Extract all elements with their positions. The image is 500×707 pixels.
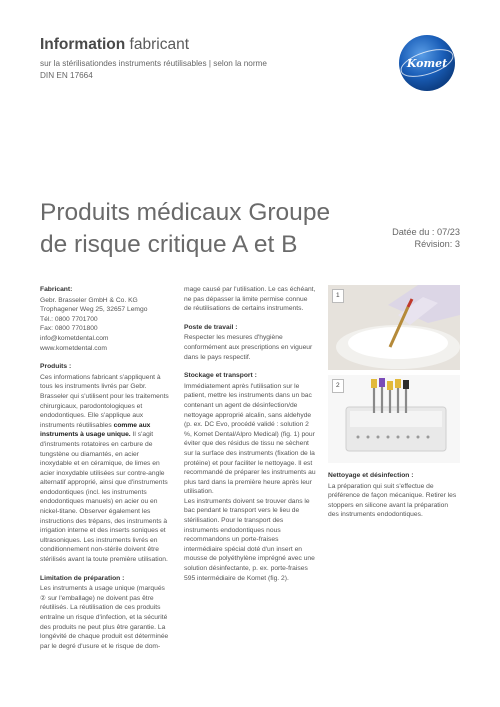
figure-2-label: 2 xyxy=(332,379,344,393)
workplace-heading: Poste de travail : xyxy=(184,323,238,331)
storage-section xyxy=(184,371,316,583)
figure-1-image xyxy=(328,285,460,370)
header-title xyxy=(40,35,370,54)
header-title-bold: Information xyxy=(40,36,126,53)
header-subtitle-line2: DIN EN 17664 xyxy=(40,71,93,80)
products-text xyxy=(40,373,172,565)
manufacturer-line: Trophagener Weg 25, 32657 Lemgo xyxy=(40,306,148,314)
figure-2-image xyxy=(328,375,460,463)
document-date: Datée du : 07/23 xyxy=(392,227,460,237)
date-block xyxy=(392,226,460,250)
document-revision: Révision: 3 xyxy=(414,239,460,249)
manufacturer-website: www.kometdental.com xyxy=(40,344,107,352)
storage-text-1: Immédiatement après l'utilisation sur le patient, mettre les instruments dans un bac contenant un agent de désinfection/de nettoyage approprié alcalin, sans aldehyde (p. ex. DC Evo, procédé validé : solution 2 %, Komet Dental/Alpro Medical) (fig. 1) pour éviter que des résidus de tissu ne sèchent sur la surface des instruments (fixation de la protéine) et pour faciliter le nettoyage. Il est recommandé de préparer les instruments au plus tard dans la première heure après leur utilisation. xyxy=(184,382,316,496)
header-subtitle xyxy=(40,58,370,82)
title-line2: de risque critique A et B xyxy=(40,231,298,258)
logo-text: Komet xyxy=(406,57,448,70)
manufacturer-line: Gebr. Brasseler GmbH & Co. KG xyxy=(40,296,138,304)
figure-1-illustration xyxy=(328,285,460,370)
manufacturer-heading: Fabricant: xyxy=(40,286,73,293)
column-3 xyxy=(328,285,460,529)
limitation-continued xyxy=(184,285,316,314)
manufacturer-section xyxy=(40,285,172,353)
manufacturer-line: Fax: 0800 7701800 xyxy=(40,325,98,333)
column-2 xyxy=(184,285,316,592)
products-text-bold: comme aux instruments à usage unique. xyxy=(40,421,151,439)
limitation-section xyxy=(40,574,172,652)
limitation-heading: Limitation de préparation : xyxy=(40,574,125,582)
workplace-section xyxy=(184,323,316,362)
figure-1-label: 1 xyxy=(332,289,344,303)
storage-text-2: Les instruments doivent se trouver dans le bac pendant le transport vers le lieu de stérilisation. Pour le transport des instruments endodontiques nous recommandons un porte-fraises intermédiaire spécial doté d'un insert en mousse de polyéthylène imprégné avec une solution désinfectante, p. ex. porte-fraises 595 intermédiaire de Komet (fig. 2). xyxy=(184,497,315,582)
komet-logo xyxy=(398,34,456,92)
cleaning-text: La préparation qui suit s'effectue de préférence de façon mécanique. Retirer les stoppers en silicone avant la préparation des instruments endodontiques. xyxy=(328,482,457,519)
title-line1: Produits médicaux Groupe xyxy=(40,199,331,226)
manufacturer-line: Tél.: 0800 7701700 xyxy=(40,315,98,323)
products-text-a: Ces informations fabricant s'appliquent à tous les instruments livrés par Gebr. Brasseler qui s'utilisent pour les traitements chirurgicaux, parodontologiques et endodontiques. Elle s'applique aux instruments réutilisables xyxy=(40,373,169,429)
cleaning-section xyxy=(328,471,460,520)
limitation-text: Les instruments à usage unique (marqués ② sur l'emballage) ne doivent pas être réutilisés. La réutilisation de ces produits entraîne un risque d'infection, et la sécurité des produits ne peut plus être garantie. La longévité de chaque produit est déterminée par le degré d'usure et le risque de dom- xyxy=(40,585,169,650)
products-text-b: Il s'agit d'instruments rotatoires en carbure de tungstène ou diamantés, en acier inoxydable et en céramique, de limes en acier inoxydable utilisées sur contre-angle alternatif approprié, ainsi que d'instruments endodontiques (incl. les instruments endodontiques manuels) en acier ou en nickel-titane. Observer également les instructions des trépans, des instruments à irrigation interne et des inserts soniques et ultrasoniques. Les instruments livrés en conditionnement non-stérile doivent être stérilisés avant la toute première utilisation. xyxy=(40,431,168,564)
limitation-continued-text: mage causé par l'utilisation. Le cas échéant, ne pas dépasser la limite permise connue de réutilisations de certains instruments. xyxy=(184,286,316,313)
workplace-text: Respecter les mesures d'hygiène conformément aux prescriptions en vigueur dans le pays respectif. xyxy=(184,334,313,361)
header-subtitle-line1: sur la stérilisationdes instruments réutilisables | selon la norme xyxy=(40,59,267,68)
products-heading: Produits : xyxy=(40,363,72,371)
cleaning-heading: Nettoyage et désinfection : xyxy=(328,472,414,479)
storage-heading: Stockage et transport : xyxy=(184,372,257,380)
header xyxy=(40,35,370,82)
products-section xyxy=(40,362,172,564)
document-title xyxy=(40,197,360,261)
figure-2-illustration xyxy=(328,375,460,463)
column-1 xyxy=(40,285,172,660)
header-title-rest: fabricant xyxy=(125,36,190,53)
manufacturer-email: info@kometdental.com xyxy=(40,334,109,342)
